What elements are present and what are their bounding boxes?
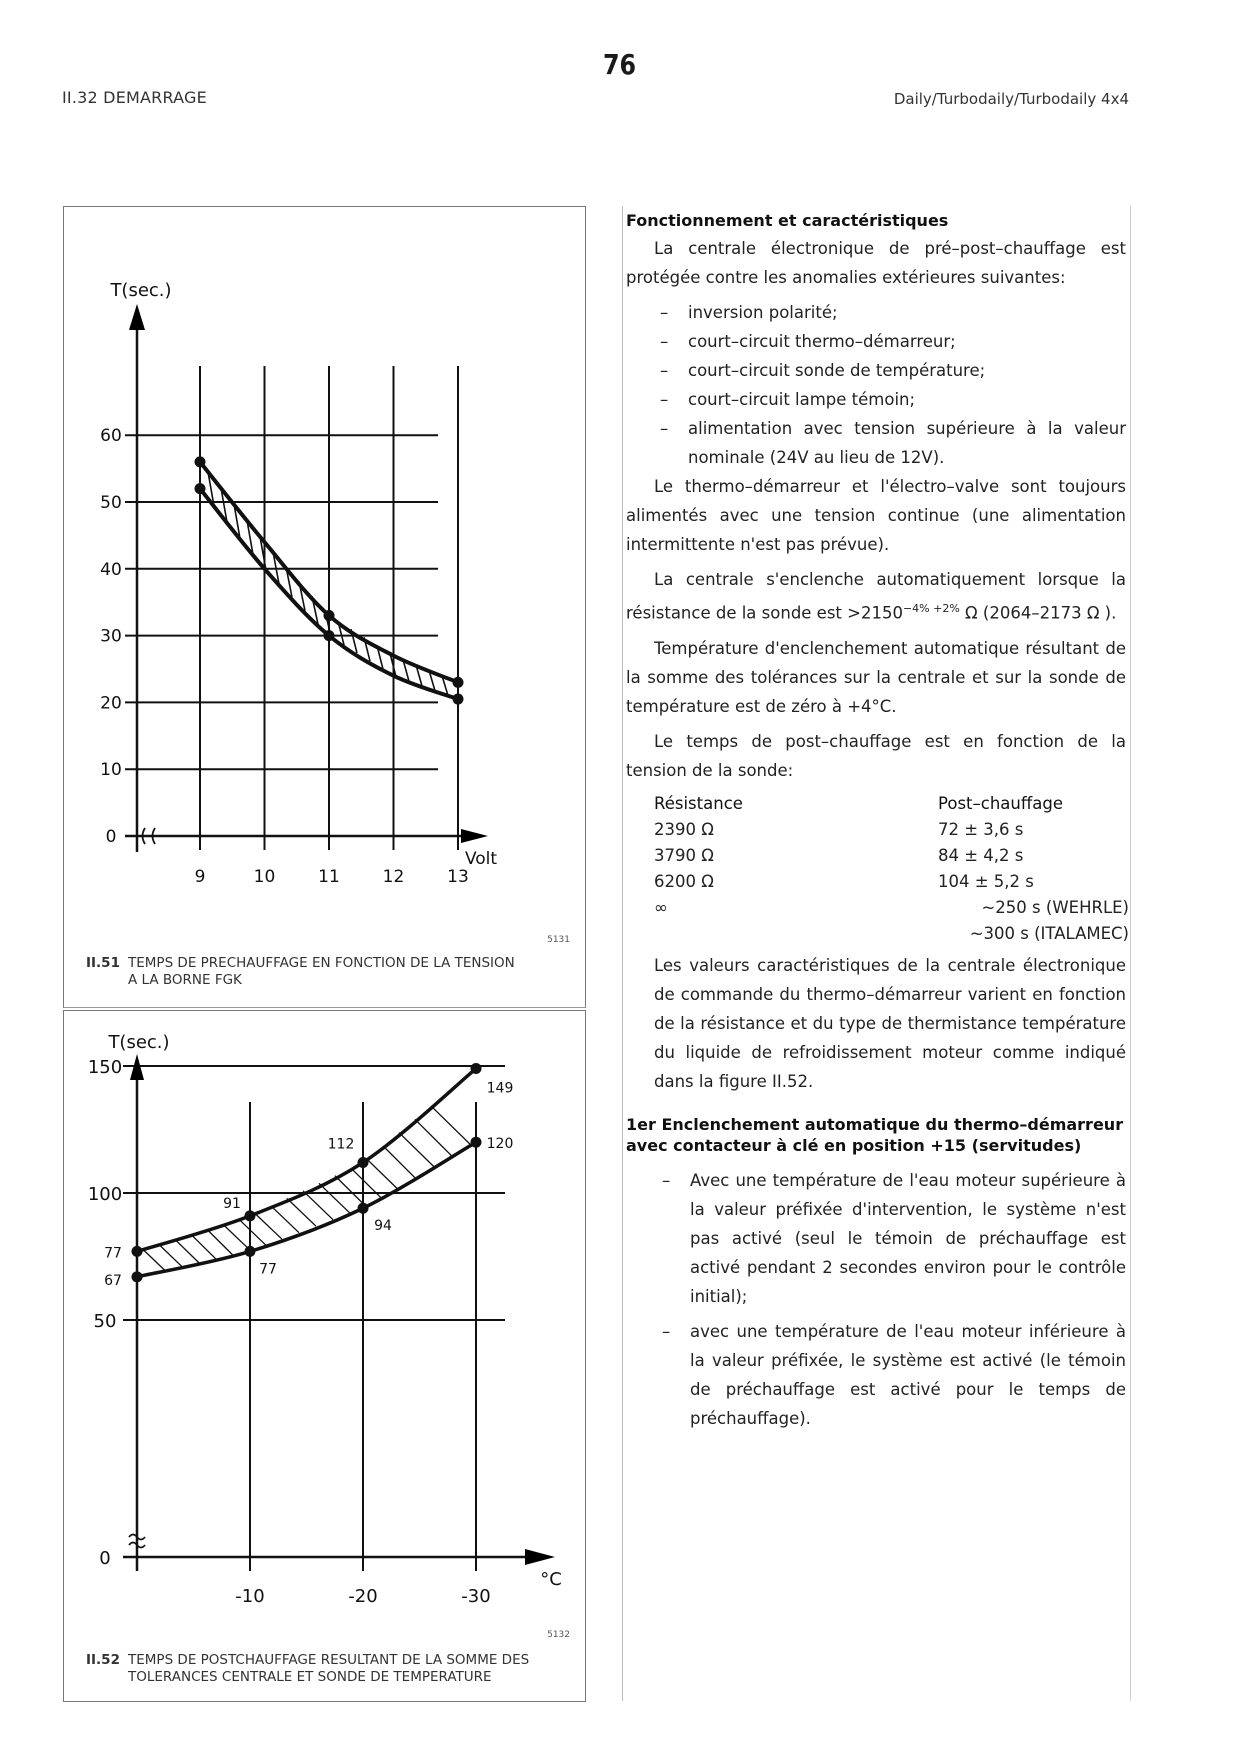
cell-resistance: 3790 Ω: [654, 845, 714, 865]
table-header-row: [654, 791, 1129, 817]
list-item-text: alimentation avec tension supérieure à la valeur nominale (24V au lieu de 12V).: [688, 419, 1126, 467]
list-item: [626, 1166, 1126, 1311]
hatch-line: [143, 1250, 165, 1271]
series-lower-line: [137, 1142, 476, 1277]
text-column: [626, 210, 1129, 1439]
hatch-line: [335, 1176, 366, 1207]
section-label: II.32 DEMARRAGE: [62, 88, 207, 107]
upper-point: [195, 456, 206, 467]
cell-postheat: ~300 s (ITALAMEC): [969, 923, 1129, 943]
column-header-postheat: Post–chauffage: [938, 793, 1063, 813]
activation-list: [626, 1166, 1126, 1433]
y-tick-label: 10: [100, 760, 122, 781]
y-tick-label: 0: [99, 1548, 111, 1569]
y-tick-label: 20: [100, 693, 122, 714]
hatch-line: [319, 1183, 350, 1213]
list-item: [626, 1317, 1126, 1433]
resistance-table: [654, 791, 1129, 947]
paragraph-resistance-threshold: [626, 565, 1126, 628]
paragraph-postheat-intro: Le temps de post–chauffage est en fonction de la tension de la sonde:: [626, 731, 1126, 780]
chart-preheat-vs-voltage: [63, 206, 584, 926]
hatch-line: [239, 1219, 266, 1245]
y-axis-label: T(sec.): [110, 280, 172, 301]
x-axis-arrow: [461, 829, 488, 843]
lower-point: [245, 1246, 256, 1257]
threshold-range: Ω (2064–2173 Ω ).: [959, 603, 1117, 623]
hatch-line: [399, 1133, 434, 1167]
heading-first-activation: 1er Enclenchement automatique du thermo–démarreur avec contacteur à clé en position +15 (servitudes): [626, 1114, 1124, 1155]
x-tick-label: 11: [318, 867, 340, 887]
data-label: 67: [104, 1272, 122, 1289]
heading-fonctionnement: Fonctionnement et caractéristiques: [626, 211, 949, 230]
lower-point: [471, 1137, 482, 1148]
x-tick-label: 13: [447, 867, 469, 887]
data-label: 112: [327, 1136, 355, 1153]
table-row: [654, 843, 1129, 869]
upper-point: [358, 1157, 369, 1168]
figure-2-caption: [86, 1652, 576, 1686]
y-axis-arrow: [129, 304, 145, 330]
column-divider: [622, 206, 623, 1701]
figure-2-caption-line2: TOLERANCES CENTRALE ET SONDE DE TEMPERATURE: [128, 1669, 492, 1685]
hatch-line: [415, 1119, 452, 1156]
paragraph-power-supply: Le thermo–démarreur et l'électro–valve sont toujours alimentés avec une tension continue (une alimentation intermittente n'est pas prévue).: [626, 477, 1126, 554]
data-label: 149: [486, 1080, 514, 1097]
hatch-line: [367, 1159, 397, 1188]
page-number: 76: [602, 48, 637, 81]
hatch-line: [207, 1229, 233, 1255]
x-axis-arrow: [525, 1549, 555, 1565]
y-tick-label: 60: [100, 426, 122, 447]
cell-postheat: ~250 s (WEHRLE): [981, 897, 1129, 917]
figure-1-caption-line1: TEMPS DE PRECHAUFFAGE EN FONCTION DE LA TENSION: [128, 955, 515, 971]
x-axis-label: Volt: [464, 849, 498, 869]
x-tick-label: -20: [348, 1586, 378, 1607]
threshold-text: La centrale s'enclenche automatiquement lorsque la résistance de la sonde est >2150: [626, 570, 1126, 623]
x-tick-label: -30: [461, 1586, 491, 1607]
list-item-text: inversion polarité;: [688, 303, 838, 322]
list-item: [626, 327, 1126, 356]
y-tick-label: 100: [87, 1184, 123, 1205]
figure-1-number: II.51: [86, 955, 120, 971]
list-item: [626, 298, 1126, 327]
cell-postheat: 104 ± 5,2 s: [938, 871, 1034, 891]
cell-resistance: [654, 921, 938, 947]
hatch-line: [287, 1198, 316, 1226]
figure-1-caption: [86, 955, 576, 989]
x-tick-label: -10: [235, 1586, 265, 1607]
lower-point: [358, 1203, 369, 1214]
series-upper-line: [137, 1069, 476, 1252]
hatch-line: [431, 1106, 471, 1145]
lower-point: [453, 694, 464, 705]
cell-resistance: ∞: [654, 897, 668, 917]
table-row: [654, 817, 1129, 843]
y-tick-label: 150: [87, 1057, 123, 1078]
y-tick-label: 30: [100, 626, 122, 647]
bullet-dash: –: [660, 332, 669, 351]
upper-point: [132, 1246, 143, 1257]
lower-point: [132, 1271, 143, 1282]
hatch-line: [303, 1191, 333, 1220]
threshold-tolerance: −4% +2%: [902, 602, 960, 615]
data-label: 77: [259, 1261, 277, 1278]
list-item-text: court–circuit lampe témoin;: [688, 390, 916, 409]
data-label: 77: [104, 1245, 122, 1262]
hatch-line: [255, 1213, 282, 1239]
list-item: [626, 414, 1126, 472]
x-tick-label: 9: [194, 867, 206, 887]
upper-point: [245, 1210, 256, 1221]
bullet-dash: –: [660, 361, 669, 380]
bullet-dash: –: [662, 1321, 671, 1341]
figure-2-number: II.52: [86, 1652, 120, 1668]
cell-postheat: 84 ± 4,2 s: [938, 845, 1024, 865]
chart-postheat-vs-temperature: [63, 1010, 584, 1620]
list-item-text: avec une température de l'eau moteur inférieure à la valeur préfixée, le système est activé (le témoin de préchauffage est activé pour le temps de préchauffage).: [690, 1321, 1126, 1428]
list-item-text: Avec une température de l'eau moteur supérieure à la valeur préfixée d'intervention, le système n'est pas activé (seul le témoin de préchauffage est activé pendant 2 secondes environ pour le contrôle initial);: [690, 1170, 1126, 1306]
x-tick-label: 10: [253, 867, 276, 887]
table-row: [654, 895, 1129, 921]
table-row: [654, 921, 1129, 947]
paragraph-characteristic-values: Les valeurs caractéristiques de la centrale électronique de commande du thermo–démarreur varient en fonction de la résistance et du type de thermistance température du liquide de refroidissement moteur comme indiqué dans la figure II.52.: [654, 955, 1126, 1091]
figure-1-caption-line2: A LA BORNE FGK: [128, 972, 242, 988]
list-item: [626, 385, 1126, 414]
column-header-resistance: Résistance: [654, 793, 743, 813]
data-label: 91: [223, 1195, 241, 1212]
cell-resistance: 6200 Ω: [654, 871, 714, 891]
x-axis-label: °C: [540, 1569, 562, 1590]
lower-point: [324, 630, 335, 641]
table-row: [654, 869, 1129, 895]
anomaly-list: [626, 298, 1126, 472]
y-axis-label: T(sec.): [108, 1032, 170, 1053]
hatch-line: [159, 1244, 182, 1266]
upper-point: [453, 677, 464, 688]
list-item-text: court–circuit thermo–démarreur;: [688, 332, 956, 351]
bullet-dash: –: [660, 390, 669, 409]
hatch-line: [383, 1146, 415, 1178]
figure-2-caption-line1: TEMPS DE POSTCHAUFFAGE RESULTANT DE LA SOMME DES: [128, 1652, 530, 1668]
paragraph-protection: La centrale électronique de pré–post–chauffage est protégée contre les anomalies extérieures suivantes:: [626, 239, 1126, 287]
hatch-line: [271, 1206, 299, 1233]
data-label: 120: [486, 1136, 514, 1153]
list-item: [626, 356, 1126, 385]
data-label: 94: [374, 1218, 392, 1235]
x-tick-label: 12: [382, 867, 405, 887]
upper-point: [471, 1063, 482, 1074]
cell-resistance: 2390 Ω: [654, 819, 714, 839]
cell-postheat: 72 ± 3,6 s: [938, 819, 1024, 839]
right-margin-rule: [1130, 206, 1131, 1701]
lower-point: [195, 483, 206, 494]
y-tick-label: 50: [93, 1311, 117, 1332]
bullet-dash: –: [660, 303, 669, 322]
y-tick-label: 50: [100, 493, 122, 513]
hatch-line: [175, 1239, 199, 1262]
bullet-dash: –: [660, 419, 669, 438]
upper-point: [324, 610, 335, 621]
bullet-dash: –: [662, 1170, 671, 1190]
hatch-line: [191, 1234, 216, 1259]
model-label: Daily/Turbodaily/Turbodaily 4x4: [893, 90, 1129, 108]
figure-2-code: 5132: [547, 1630, 570, 1640]
y-tick-label: 0: [105, 827, 117, 847]
figure-1-code: 5131: [547, 935, 570, 945]
paragraph-activation-temperature: Température d'enclenchement automatique résultant de la somme des tolérances sur la centrale et sur la sonde de température est de zéro à +4°C.: [626, 638, 1126, 716]
y-tick-label: 40: [100, 559, 122, 580]
list-item-text: court–circuit sonde de température;: [688, 361, 986, 380]
